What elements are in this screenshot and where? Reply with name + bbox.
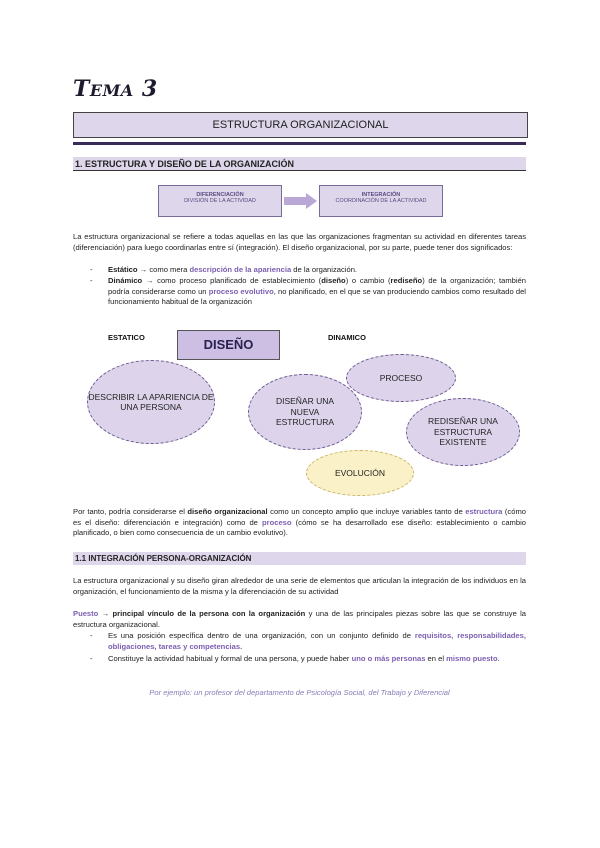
bullet-dash: -	[90, 265, 93, 274]
tema-initial: T	[73, 76, 90, 102]
bullet-dash: -	[90, 276, 93, 285]
box-subtitle: COORDINACIÓN DE LA ACTIVIDAD	[335, 198, 427, 204]
text: Por tanto, podría considerarse el	[73, 507, 188, 516]
text: como un concepto amplio que incluye variables tanto de	[267, 507, 466, 516]
chapter-label	[73, 76, 158, 102]
text: como mera	[147, 265, 190, 274]
arrow-right-icon	[284, 193, 318, 209]
bold-term: diseño organizacional	[187, 507, 268, 516]
oval-proceso: PROCESO	[346, 354, 456, 402]
oval-evolucion: EVOLUCIÓN	[306, 450, 414, 496]
tema-rest: EMA	[89, 81, 134, 100]
highlight: requisitos, responsabilidades, obligaciones, tareas y competencias.	[108, 631, 526, 651]
text: , no planificado, en el que se van produciendo cambios como resultado del funcionamiento habitual de la organización	[108, 286, 526, 307]
list-item	[0, 276, 600, 310]
bullet-dash: -	[90, 654, 93, 663]
subsection-intro: La estructura organizacional y su diseño giran alrededor de una serie de elementos que articulan la integración de los individuos en la organización, el funcionamiento de la misma y la diferenciación de su actividad	[73, 576, 526, 596]
text: como proceso planificado de establecimiento (	[153, 276, 322, 285]
box-subtitle: DIVISIÓN DE LA ACTIVIDAD	[184, 198, 256, 204]
diferenciacion-box	[158, 185, 282, 217]
puesto-paragraph	[73, 609, 526, 630]
list-item	[0, 631, 600, 653]
label-dinamico: DINAMICO	[328, 333, 366, 342]
oval-disenar: DISEÑAR UNA NUEVA ESTRUCTURA	[248, 374, 362, 450]
text: Es una posición específica dentro de una organización, con un conjunto definido de	[108, 631, 415, 640]
example-note: Por ejemplo: un profesor del departamento de Psicología Social, del Trabajo y Diferencial	[149, 688, 450, 697]
text: en el	[425, 654, 447, 663]
bold-term: → principal vínculo de la persona con la organización	[98, 609, 306, 618]
highlight: mismo puesto	[446, 654, 498, 663]
highlight: descripción de la apariencia	[189, 265, 292, 274]
oval-redisenar: REDISEÑAR UNA ESTRUCTURA EXISTENTE	[406, 398, 520, 466]
box-title: INTEGRACIÓN	[361, 192, 401, 198]
integracion-box	[319, 185, 443, 217]
label-estatico: ESTATICO	[108, 333, 145, 342]
section-heading: 1. ESTRUCTURA Y DISEÑO DE LA ORGANIZACIÓN	[73, 157, 526, 171]
list-item	[0, 654, 600, 676]
highlight: Puesto	[73, 609, 99, 618]
box-title: DIFERENCIACIÓN	[196, 192, 244, 198]
text: .	[497, 654, 500, 663]
highlight: estructura	[465, 507, 503, 516]
text: Constituye la actividad habitual y formal de una persona, y puede haber	[108, 654, 352, 663]
term: Dinámico →	[108, 276, 154, 285]
bullet-dash: -	[90, 631, 93, 640]
tema-number: 3	[141, 76, 158, 102]
summary-paragraph	[73, 507, 526, 539]
highlight: proceso	[262, 517, 292, 527]
highlight: uno o más personas	[351, 654, 426, 663]
oval-describir: DESCRIBIR LA APARIENCIA DE UNA PERSONA	[87, 360, 215, 444]
page-title: ESTRUCTURA ORGANIZACIONAL	[73, 112, 528, 138]
highlight: proceso evolutivo	[208, 286, 274, 296]
text: (cómo se ha desarrollado ese diseño: establecimiento o cambio planificado, o bien como consecuencia de un cambio evolutivo).	[73, 517, 526, 538]
bold-term: diseño	[321, 276, 346, 285]
text: y una de las principales piezas sobre las que se construye la estructura organizacional.	[73, 609, 526, 629]
divider	[73, 142, 526, 145]
subsection-heading: 1.1 INTEGRACIÓN PERSONA-ORGANIZACIÓN	[73, 552, 526, 565]
diseno-box: DISEÑO	[177, 330, 280, 360]
term: Estático →	[108, 265, 148, 274]
text: de la organización.	[291, 265, 358, 274]
text: ) o cambio (	[345, 276, 391, 285]
bold-term: rediseño	[390, 276, 423, 285]
intro-paragraph: La estructura organizacional se refiere a todas aquellas en las que las organizaciones fragmentan su actividad en diferentes tareas (diferenciación) para luego coordinarlas entre sí (integración). El diseño organizacional, por su parte, puede tener dos significados:	[73, 232, 526, 252]
text: ) de la organización; también podría considerarse como un	[108, 276, 527, 296]
text: (cómo es el diseño: diferenciación e integración) como de	[73, 507, 526, 527]
